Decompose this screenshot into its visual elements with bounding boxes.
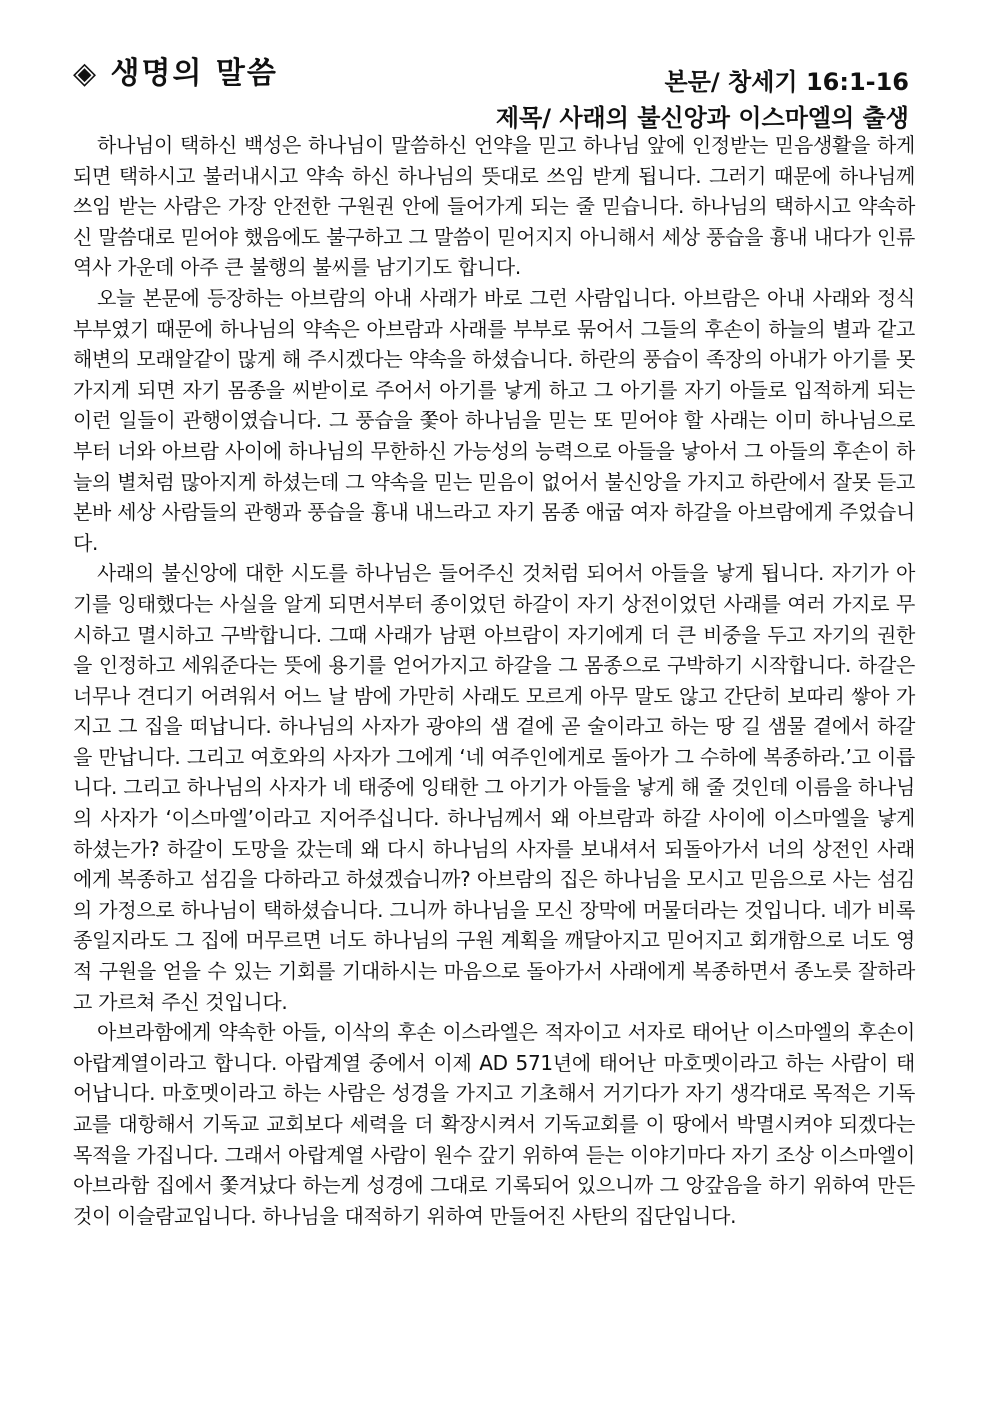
document-header bbox=[73, 40, 915, 130]
paragraph-2: 오늘 본문에 등장하는 아브람의 아내 사래가 바로 그런 사람입니다. 아브람은 아내 사래와 정식 부부였기 때문에 하나님의 약속은 아브람과 사래를 부부로 묶어서 그들의 후손이 하늘의 별과 같고 해변의 모래알같이 많게 해 주시겠다는 약속을 하셨습니다. 하란의 풍습이 족장의 아내가 아기를 못가지게 되면 자기 몸종을 씨받이로 주어서 아기를 낳게 하고 그 아기를 자기 아들로 입적하게 되는 이런 일들이 관행이였습니다. 그 풍습을 쫓아 하나님을 믿는 또 믿어야 할 사래는 이미 하나님으로부터 너와 아브람 사이에 하나님의 무한하신 가능성의 능력으로 아들을 낳아서 그 아들의 후손이 하늘의 별처럼 많아지게 하셨는데 그 약속을 믿는 믿음이 없어서 불신앙을 가지고 하란에서 잘못 듣고 본바 세상 사람들의 관행과 풍습을 흉내 내느라고 자기 몸종 애굽 여자 하갈을 아브람에게 주었습니다. bbox=[73, 285, 915, 555]
scripture-reference: 본문/ 창세기 16:1-16 bbox=[664, 68, 909, 96]
paragraph-3: 사래의 불신앙에 대한 시도를 하나님은 들어주신 것처럼 되어서 아들을 낳게 됩니다. 자기가 아기를 잉태했다는 사실을 알게 되면서부터 종이었던 하갈이 자기 상전이었던 사래를 여러 가지로 무시하고 멸시하고 구박합니다. 그때 사래가 남편 아브람이 자기에게 더 큰 비중을 두고 자기의 권한을 인정하고 세워준다는 뜻에 용기를 얻어가지고 하갈을 그 몸종으로 구박하기 시작합니다. 하갈은 너무나 견디기 어려워서 어느 날 밤에 가만히 사래도 모르게 아무 말도 않고 간단히 보따리 쌓아 가지고 그 집을 떠납니다. 하나님의 사자가 광야의 샘 곁에 곧 술이라고 하는 땅 길 샘물 곁에서 하갈을 만납니다. 그리고 여호와의 사자가 그에게 ‘네 여주인에게로 돌아가 그 수하에 복종하라.’고 이릅니다. 그리고 하나님의 사자가 네 태중에 잉태한 그 아기가 아들을 낳게 해 줄 것인데 이름을 하나님의 사자가 ‘이스마엘’이라고 지어주십니다. 하나님께서 왜 아브람과 하갈 사이에 이스마엘을 낳게 하셨는가? 하갈이 도망을 갔는데 왜 다시 하나님의 사자를 보내셔서 되돌아가서 너의 상전인 사래에게 복종하고 섬김을 다하라고 하셨겠습니까? 아브람의 집은 하나님을 모시고 믿음으로 사는 섬김의 가정으로 하나님이 택하셨습니다. 그니까 하나님을 모신 장막에 머물더라는 것입니다. 네가 비록 종일지라도 그 집에 머무르면 너도 하나님의 구원 계획을 깨달아지고 믿어지고 회개함으로 너도 영적 구원을 얻을 수 있는 기회를 기대하시는 마음으로 돌아가서 사래에게 복종하면서 종노릇 잘하라고 가르쳐 주신 것입니다. bbox=[73, 561, 915, 1014]
paragraph-1: 하나님이 택하신 백성은 하나님이 말씀하신 언약을 믿고 하나님 앞에 인정받는 믿음생활을 하게 되면 택하시고 불러내시고 약속 하신 하나님의 뜻대로 쓰임 받게 됩니다. 그러기 때문에 하나님께 쓰임 받는 사람은 가장 안전한 구원권 안에 들어가게 되는 줄 믿습니다. 하나님의 택하시고 약속하신 말씀대로 믿어야 했음에도 불구하고 그 말씀이 믿어지지 아니해서 세상 풍습을 흉내 내다가 인류역사 가운데 아주 큰 불행의 불씨를 남기기도 합니다. bbox=[73, 133, 915, 280]
section-title: ◈ 생명의 말씀 bbox=[73, 56, 278, 91]
sermon-body bbox=[73, 130, 915, 1231]
document-page bbox=[73, 40, 915, 1231]
paragraph-4: 아브라함에게 약속한 아들, 이삭의 후손 이스라엘은 적자이고 서자로 태어난 이스마엘의 후손이 아랍계열이라고 합니다. 아랍계열 중에서 이제 AD 571년에 태어난 마호멧이라고 하는 사람이 태어납니다. 마호멧이라고 하는 사람은 성경을 가지고 기초해서 거기다가 자기 생각대로 목적은 기독교를 대항해서 기독교 교회보다 세력을 더 확장시켜서 기독교회를 이 땅에서 박멸시켜야 되겠다는 목적을 가집니다. 그래서 아랍계열 사람이 원수 갚기 위하여 듣는 이야기마다 자기 조상 이스마엘이 아브라함 집에서 쫓겨났다 하는게 성경에 그대로 기록되어 있으니까 그 앙갚음을 하기 위하여 만든 것이 이슬람교입니다. 하나님을 대적하기 위하여 만들어진 사탄의 집단입니다. bbox=[73, 1020, 915, 1228]
sermon-subject: 제목/ 사래의 불신앙과 이스마엘의 출생 bbox=[495, 104, 909, 132]
